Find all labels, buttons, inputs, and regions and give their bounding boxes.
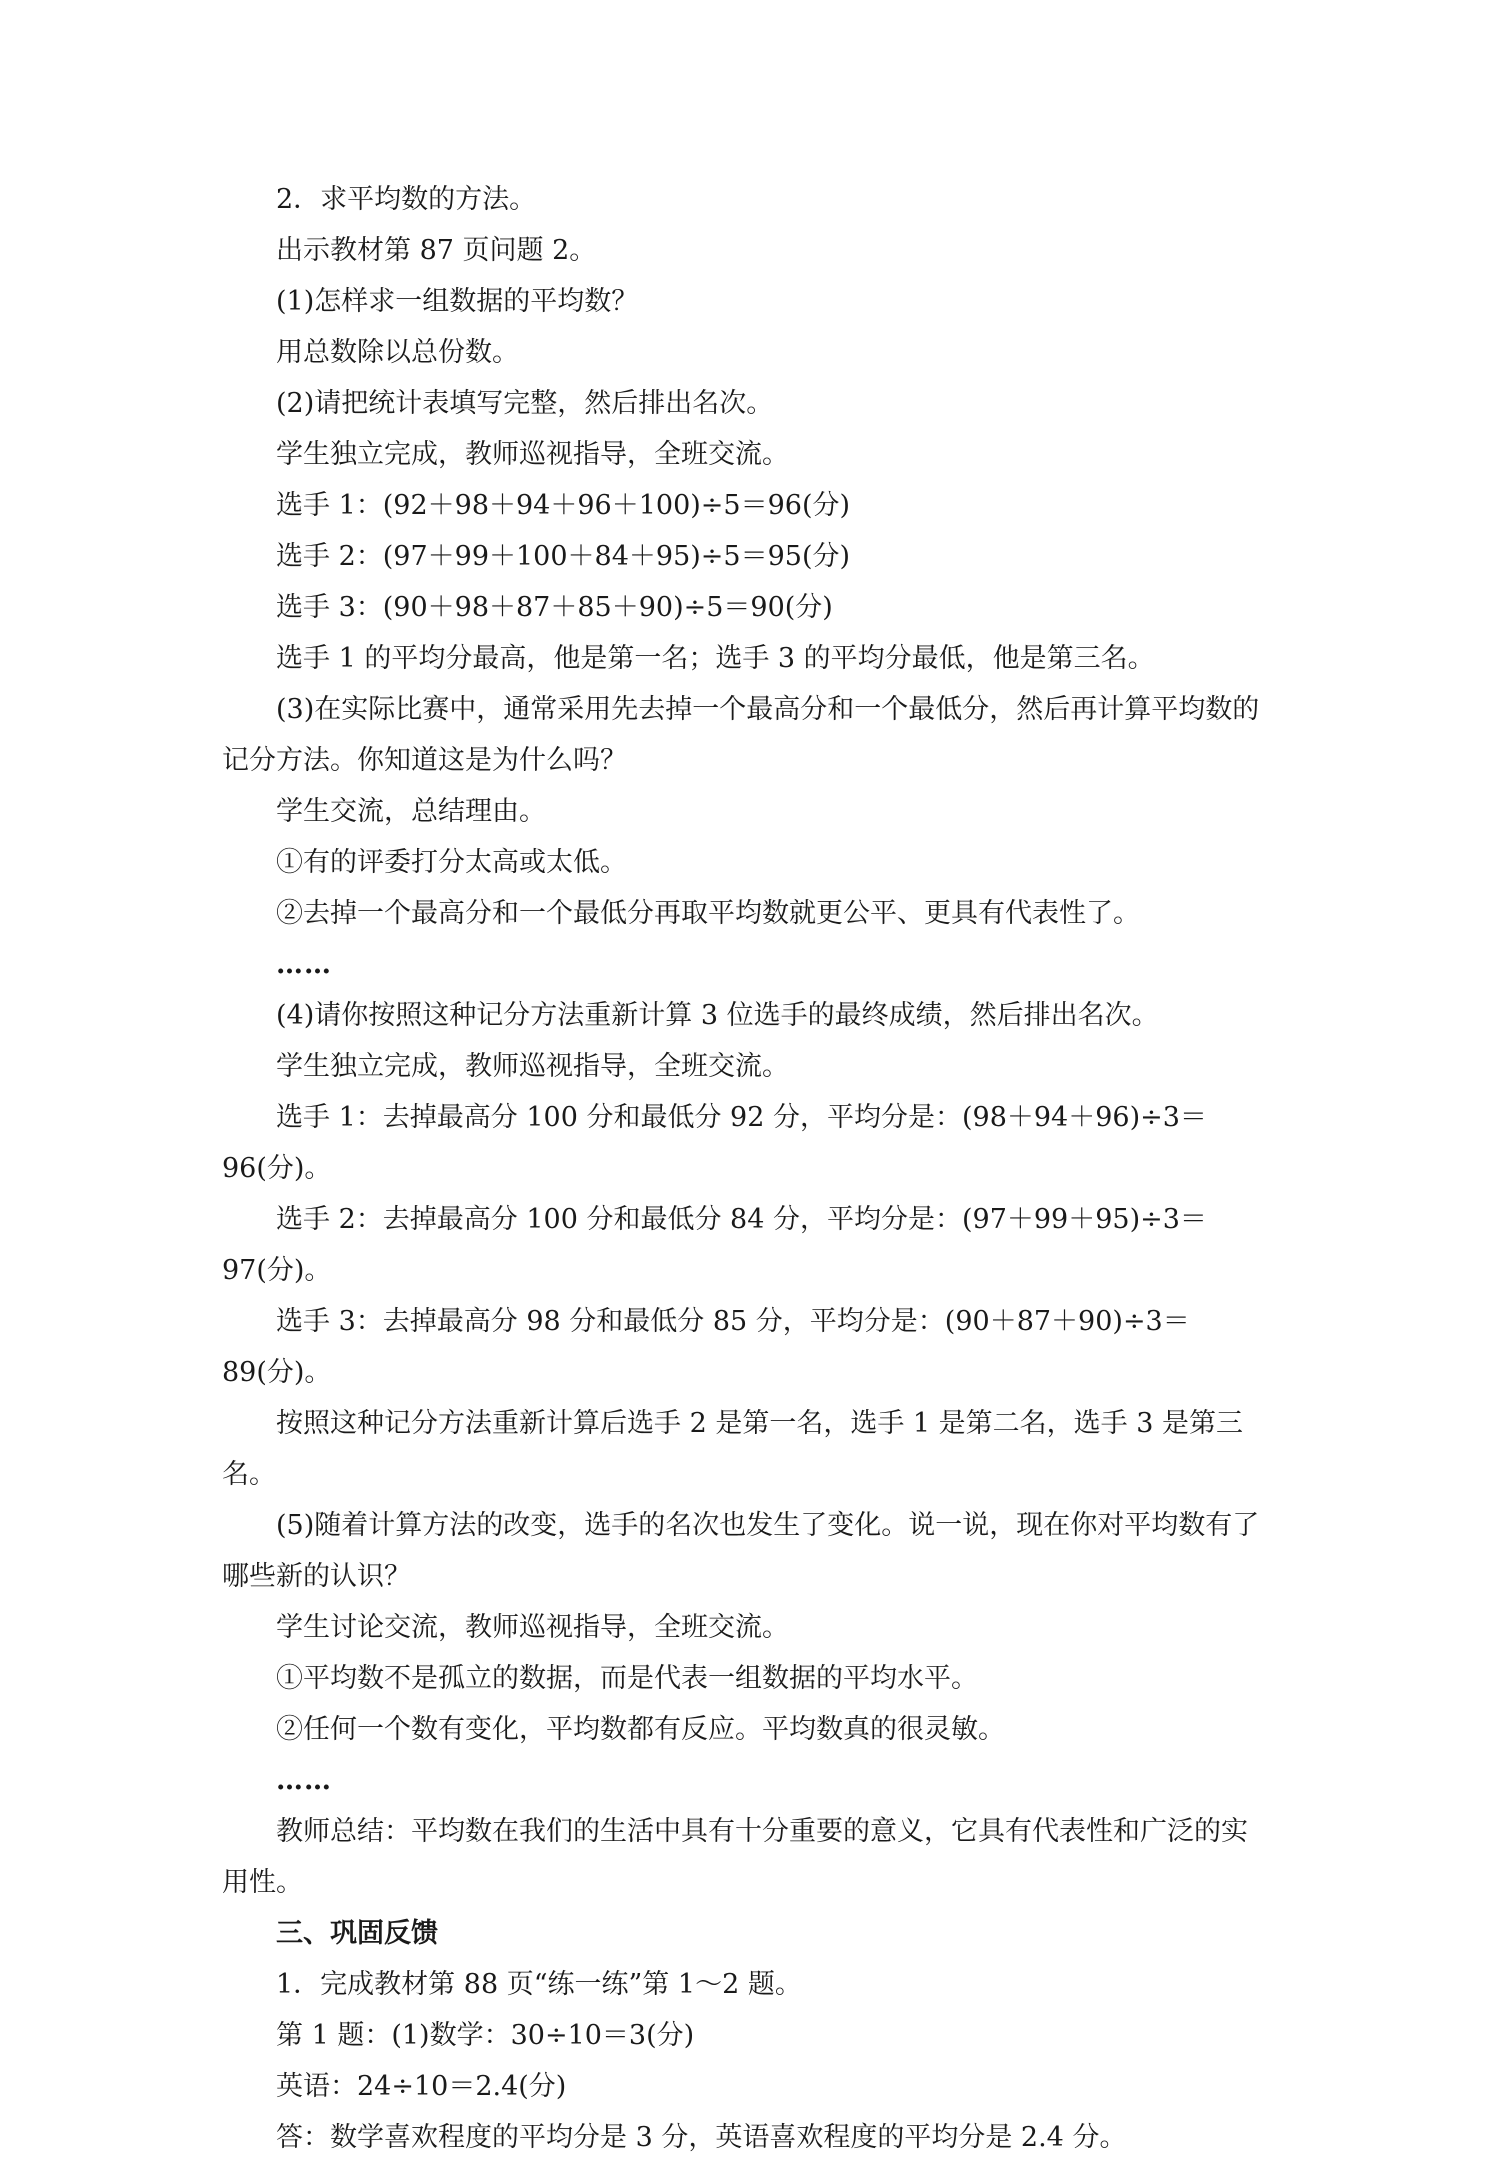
calculation-line: 英语：24÷10＝2.4(分) [276, 2071, 567, 2102]
exercise-instruction: 1．完成教材第 88 页“练一练”第 1～2 题。 [276, 1969, 802, 2000]
list-item: ①平均数不是孤立的数据，而是代表一组数据的平均水平。 [276, 1663, 978, 1694]
ellipsis: …… [276, 1765, 332, 1796]
answer-line: 答：数学喜欢程度的平均分是 3 分，英语喜欢程度的平均分是 2.4 分。 [276, 2122, 1127, 2153]
teacher-summary: 教师总结：平均数在我们的生活中具有十分重要的意义，它具有代表性和广泛的实用性。 [222, 1816, 1248, 1898]
calculation-line: 选手 1：(92＋98＋94＋96＋100)÷5＝96(分) [276, 490, 851, 521]
calculation-line: 选手 2：(97＋99＋100＋84＋95)÷5＝95(分) [276, 541, 851, 572]
calculation-line: 第 1 题：(1)数学：30÷10＝3(分) [276, 2020, 695, 2051]
question-4: (4)请你按照这种记分方法重新计算 3 位选手的最终成绩，然后排出名次。 [276, 1000, 1159, 1031]
calculation-line: 选手 2：去掉最高分 100 分和最低分 84 分，平均分是：(97＋99＋95)÷3＝97(分)。 [222, 1204, 1207, 1286]
question-3: (3)在实际比赛中，通常采用先去掉一个最高分和一个最低分，然后再计算平均数的记分方法。你知道这是为什么吗？ [222, 694, 1260, 776]
paragraph: 学生独立完成，教师巡视指导，全班交流。 [276, 439, 789, 470]
paragraph: 学生交流，总结理由。 [276, 796, 546, 827]
question-2: (2)请把统计表填写完整，然后排出名次。 [276, 388, 774, 419]
document-body [222, 174, 1272, 2163]
paragraph: 按照这种记分方法重新计算后选手 2 是第一名，选手 1 是第二名，选手 3 是第三名。 [222, 1408, 1244, 1490]
question-5: (5)随着计算方法的改变，选手的名次也发生了变化。说一说，现在你对平均数有了哪些新的认识？ [222, 1510, 1260, 1592]
paragraph: 选手 1 的平均分最高，他是第一名；选手 3 的平均分最低，他是第三名。 [276, 643, 1155, 674]
question-1: (1)怎样求一组数据的平均数？ [276, 286, 639, 317]
calculation-line: 选手 3：去掉最高分 98 分和最低分 85 分，平均分是：(90＋87＋90)÷3＝89(分)。 [222, 1306, 1190, 1388]
paragraph: 学生讨论交流，教师巡视指导，全班交流。 [276, 1612, 789, 1643]
list-item: ②任何一个数有变化，平均数都有反应。平均数真的很灵敏。 [276, 1714, 1005, 1745]
calculation-line: 选手 3：(90＋98＋87＋85＋90)÷5＝90(分) [276, 592, 833, 623]
section-subtitle: 2．求平均数的方法。 [276, 184, 537, 215]
calculation-line: 选手 1：去掉最高分 100 分和最低分 92 分，平均分是：(98＋94＋96)÷3＝96(分)。 [222, 1102, 1207, 1184]
paragraph: 学生独立完成，教师巡视指导，全班交流。 [276, 1051, 789, 1082]
list-item: ②去掉一个最高分和一个最低分再取平均数就更公平、更具有代表性了。 [276, 898, 1140, 929]
paragraph: 用总数除以总份数。 [276, 337, 519, 368]
section-heading: 三、巩固反馈 [276, 1918, 438, 1949]
ellipsis: …… [276, 949, 332, 980]
list-item: ①有的评委打分太高或太低。 [276, 847, 627, 878]
paragraph: 出示教材第 87 页问题 2。 [276, 235, 597, 266]
